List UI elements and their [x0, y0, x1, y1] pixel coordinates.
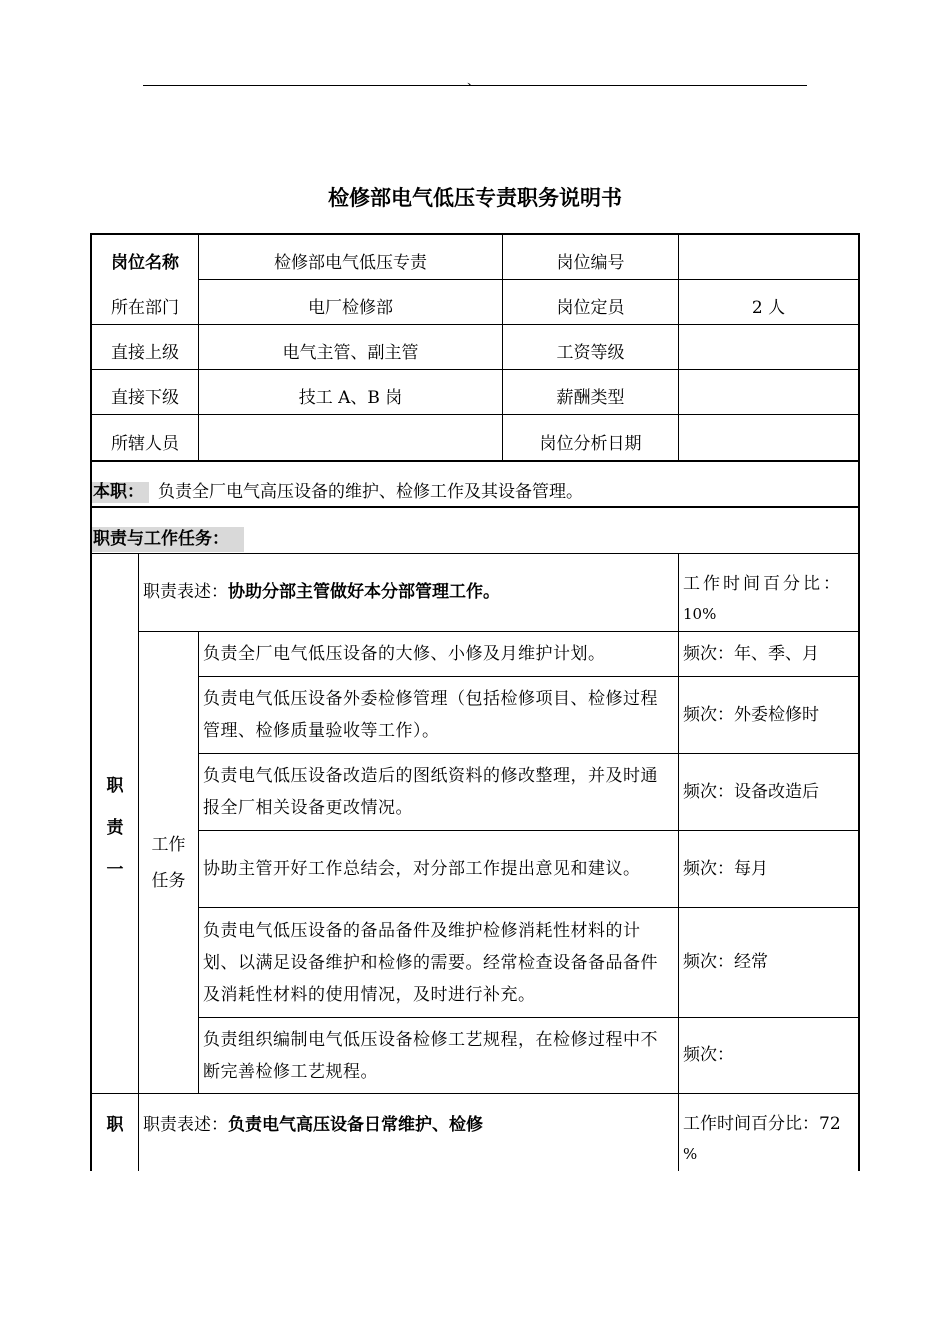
duty-label: 本职： [93, 481, 144, 502]
info-value-department: 电厂检修部 [308, 297, 393, 318]
info-label-salary-grade: 工资等级 [556, 342, 625, 363]
info-value-analysis-date [679, 428, 858, 460]
task-5-frequency: 频次：经常 [683, 952, 768, 973]
border [90, 233, 860, 235]
info-value-post-name: 检修部电气低压专责 [274, 252, 427, 273]
info-label-subordinate: 直接下级 [111, 387, 179, 408]
info-value-salary-grade [679, 337, 858, 369]
task-1-text: 负责全厂电气低压设备的大修、小修及月维护计划。 [203, 644, 606, 664]
task-1-frequency: 频次：年、季、月 [683, 643, 819, 664]
task-2-text: 负责电气低压设备外委检修管理（包括检修项目、检修过程管理、检修质量验收等工作）。 [203, 689, 658, 741]
info-label-analysis-date: 岗位分析日期 [539, 433, 642, 454]
info-label-post-number: 岗位编号 [556, 252, 625, 273]
info-label-headcount: 岗位定员 [556, 297, 625, 318]
info-value-subordinate: 技工 A、B 岗 [298, 387, 403, 408]
task-4-text: 协助主管开好工作总结会，对分部工作提出意见和建议。 [203, 859, 641, 879]
info-value-staff [199, 428, 502, 460]
duty1-description: 职责表述： 协助分部主管做好本分部管理工作。 [143, 582, 500, 603]
info-value-headcount: 2 人 [751, 297, 786, 318]
rule [90, 324, 860, 325]
info-label-department: 所在部门 [111, 297, 179, 318]
rule [90, 369, 860, 370]
info-label-post-name: 岗位名称 [111, 252, 179, 273]
task-6-text: 负责组织编制电气低压设备检修工艺规程，在检修过程中不断完善检修工艺规程。 [203, 1029, 658, 1082]
info-value-pay-type [679, 382, 858, 414]
duty2-time-share: 工作时间百分比：72 % [683, 1114, 841, 1163]
info-value-post-number [679, 247, 858, 279]
duty-row [93, 478, 853, 506]
info-label-staff: 所辖人员 [111, 433, 179, 454]
task-6-frequency: 频次： [683, 1045, 734, 1066]
duty2-side-label: 职 [106, 1114, 124, 1135]
duty2-description: 职责表述： 负责电气高压设备日常维护、检修 [143, 1114, 483, 1135]
duty1-side-label: 职 责 一 [106, 776, 124, 880]
task-4-frequency: 频次：每月 [683, 858, 768, 879]
responsibilities-header: 职责与工作任务： [93, 528, 229, 549]
rule [90, 414, 860, 415]
border [858, 233, 860, 1171]
duty-text: 负责全厂电气高压设备的维护、检修工作及其设备管理。 [158, 481, 583, 502]
duty1-time-share: 工作时间百分比： 10% [683, 574, 843, 623]
task-2-frequency: 频次：外委检修时 [683, 704, 819, 725]
document-title: 检修部电气低压专责职务说明书 [328, 186, 622, 210]
duty1-task-label: 工作 任务 [151, 835, 186, 891]
info-label-superior: 直接上级 [111, 342, 179, 363]
info-label-pay-type: 薪酬类型 [556, 387, 625, 408]
header-rule [143, 85, 807, 86]
task-3-text: 负责电气低压设备改造后的图纸资料的修改整理，并及时通报全厂相关设备更改情况。 [203, 766, 658, 818]
rule [90, 1093, 860, 1094]
task-5-text: 负责电气低压设备的备品备件及维护检修消耗性材料的计划、以满足设备维护和检修的需要。经常检查设备备品备件及消耗性材料的使用情况，及时进行补充。 [203, 920, 658, 1005]
task-3-frequency: 频次：设备改造后 [683, 781, 819, 802]
rule [90, 460, 860, 462]
border [90, 233, 92, 1171]
job-description-table [90, 233, 860, 1171]
header-mark: 、 [467, 74, 481, 89]
info-value-superior: 电气主管、副主管 [282, 342, 419, 363]
